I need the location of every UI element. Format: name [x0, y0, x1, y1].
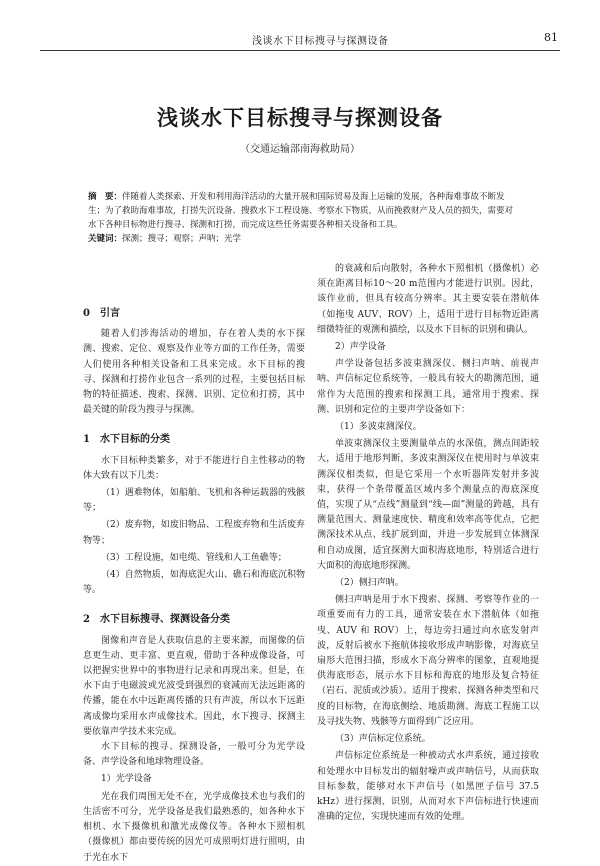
list-item: （3）工程设施，如电缆、管线和人工鱼礁等；: [101, 552, 287, 563]
page-number: 81: [544, 31, 558, 44]
running-title: 浅谈水下目标搜寻与探测设备: [252, 36, 389, 47]
abstract-label: 摘 要：: [88, 192, 123, 202]
right-column: [317, 262, 539, 825]
subsection-heading: 1）光学设备: [101, 774, 152, 785]
keywords-text: 探测；搜寻；观察；声呐；光学: [122, 234, 242, 244]
paragraph: 声学设备包括多波束测深仪、侧扫声呐、前视声呐、声信标定位系统等，一般具有较大的勘测范围，通常作为大范围的搜索和探测工具，通常用于搜索、探测、识别和定位的主要声学设备如下：: [317, 359, 539, 415]
keywords: [88, 232, 516, 246]
subsection-heading: （2）侧扫声呐。: [335, 578, 404, 589]
subsection-heading: （3）声信标定位系统。: [335, 734, 431, 745]
paragraph: 的衰减和后向散射，各种水下照相机（摄像机）必须在距离目标10～20 m范围内才能进行识别。因此，该作业前，但具有较高分辨率。其主要安装在潜航体（如拖曳 AUV、ROV）上，适用于进行目标物近距离细微特征的观测和描绘，以及水下目标的识别和确认。: [317, 264, 539, 335]
keywords-label: 关键词：: [88, 234, 123, 244]
subsection-heading: 2）声学设备: [335, 342, 386, 353]
paragraph: 水下目标种类繁多，对于不能进行自主性移动的物体大致有以下几类：: [83, 455, 305, 481]
paragraph: 图像和声音是人获取信息的主要来源，而图像的信息更生动、更丰富、更直观，借助于各种成像设备，可以把握实世界中的事物进行记录和再现出来。但是，在水下由于电磁波或光波受到强烈的衰减而无法远距离的传播，能在水中远距离传播的只有声波，所以水下远距离成像均采用水声成像技术。因此，水下搜寻、探测主要依靠声学技术来完成。: [83, 635, 305, 737]
paragraph: 光在我们周围无处不在，光学成像技术也与我们的生活密不可分，光学设备是我们最熟悉的，如各种水下相机、水下摄像机和激光成像仪等。各种水下照相机（摄像机）都由要传统的因光可成照明灯进行照明，由于光在水下: [83, 791, 305, 863]
abstract-text: 伴随着人类探索、开发和利用海洋活动的大量开展和国际贸易及海上运输的发展，各种海难事故不断发生；为了救助海难事故，打捞失沉设备、搜救水下工程设施、考察水下物质，从而挽救财产及人员的损失，需要对水下各种目标物进行搜寻、探测和打捞，而完成这些任务需要各种相关设备和工具。: [88, 192, 514, 230]
paragraph: 单波束测深仪主要测量单点的水深值，测点间距较大，适用于地形判断，多波束测深仪在使用时与单波束测深仪相类似，但是它采用一个水听器阵发射并多波束，获得一个条带覆盖区域内多个测量点的海底深度值，实现了从“点线”测量到“线—面”测量的跨越，具有测量范围大、测量速度快、精度和效率高等优点，它把测深技术从点、线扩展到面，并进一步发展到立体测深和自动成图，适宜探测大面积海底地形，特别适合进行大面积的海底地形探测。: [317, 439, 539, 571]
paragraph: 声信标定位系统是一种被动式水声系统，通过接收和处理水中目标发出的辐射噪声或声呐信号，从而获取目标参数，能够对水下声信号（如黑匣子信号 37.5 kHz）进行探测、识别，从而对水下声信标进行快速而准确的定位，实现快速而有效的处理。: [317, 751, 539, 823]
section-heading: 2 水下目标搜寻、探测设备分类: [83, 614, 230, 626]
paragraph: 侧扫声呐是用于水下搜索、探测、考察等作业的一项重要而有力的工具，通常安装在水下潜航体（如拖曳、AUV 和 ROV）上，每边旁扫通过向水底发射声波，反射后被水下拖航体接收形成声呐影像，对海底呈扇形大范围扫描，形成水下高分辨率的图象，直观地提供海底形态，展示水下目标和海底的地形及复合特征（岩石、泥质或沙质）。适用于搜索、探测各种类型和尺度的目标物，在海底侧绘、地质勘测、海底工程施工以及寻找失物、残骸等方面得到广泛应用。: [317, 595, 539, 727]
running-header: [40, 30, 560, 51]
list-item: （1）遇难物体，如船舶、飞机和各种运载器的残骸等；: [83, 488, 305, 514]
left-column: [83, 262, 305, 866]
abstract: [88, 190, 516, 232]
section-heading: 0 引言: [83, 308, 120, 319]
subsection-heading: （1）多波束测深仪。: [335, 422, 422, 433]
paragraph: 随着人们涉海活动的增加，存在着人类的水下探测、搜索、定位、观察及作业等方面的工作任务，需要人们使用各种相关设备和工具来完成。水下目标的搜寻、探测和打捞作业包含一系列的过程，主要包括目标物的特征描述、搜索、探测、识别、定位和打捞，其中最关键的阶段为搜寻与探测。: [83, 329, 305, 416]
abstract-block: [88, 190, 516, 246]
list-item: （4）自然物质，如海底泥火山、礁石和海底沉积物等。: [83, 570, 305, 596]
affiliation: （交通运输部南海救助局）: [240, 144, 360, 155]
section-heading: 1 水下目标的分类: [83, 434, 170, 446]
paragraph: 水下目标的搜寻、探测设备，一般可分为光学设备、声学设备和地球物理设备。: [83, 742, 305, 768]
list-item: （2）废弃物，如废旧物品、工程废弃物和生活废弃物等；: [83, 520, 305, 546]
paper-title: 浅谈水下目标搜寻与探测设备: [157, 105, 443, 130]
